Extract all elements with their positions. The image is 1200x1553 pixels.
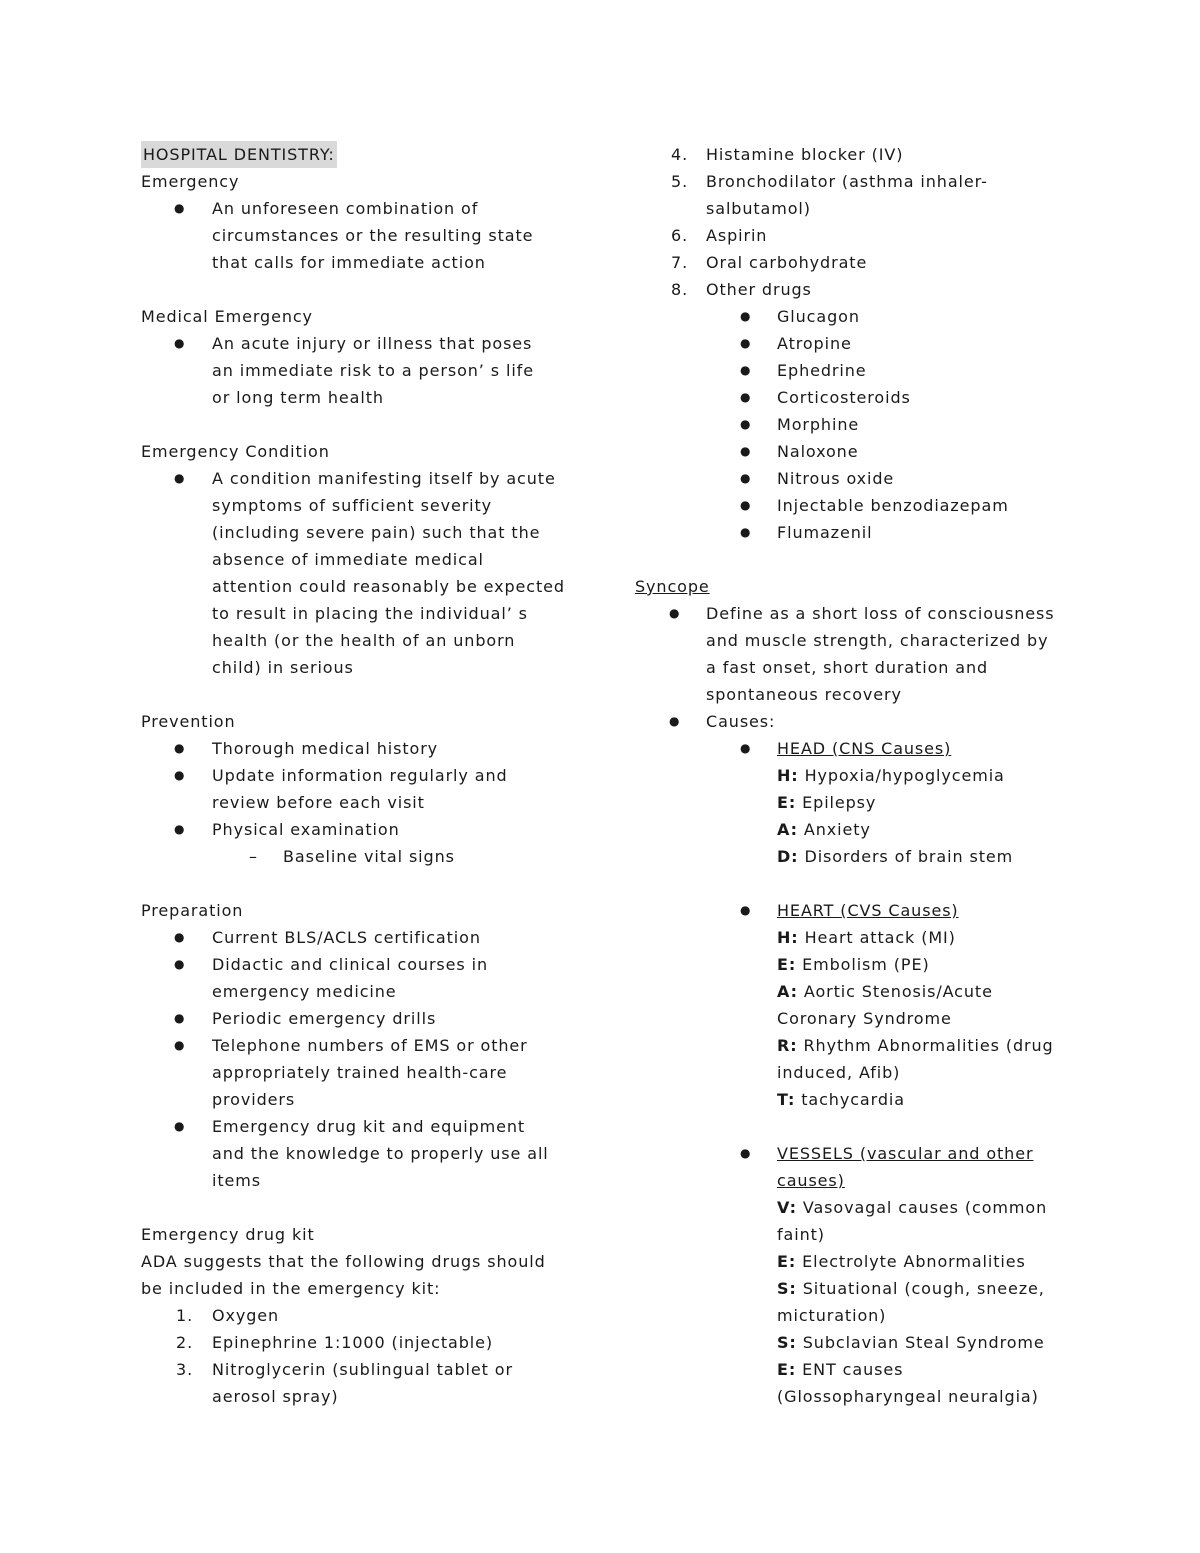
- emergency-condition-heading: Emergency Condition: [141, 442, 330, 461]
- medical-emergency-heading: Medical Emergency: [141, 307, 313, 326]
- mnemonic-letter: A:: [777, 982, 798, 1001]
- drug-kit-item: [635, 249, 1085, 276]
- mnemonic-letter: E:: [777, 1360, 797, 1379]
- item-number: 8.: [671, 280, 689, 299]
- head-cause-line: [635, 762, 1085, 789]
- cause-text: Embolism (PE): [796, 955, 930, 974]
- drug-kit-item: [141, 1302, 581, 1329]
- mnemonic-letter: R:: [777, 1036, 798, 1055]
- other-drug-item: ● Nitrous oxide: [635, 465, 1085, 492]
- cause-text: Subclavian Steal Syndrome: [796, 1333, 1045, 1352]
- item-text: Histamine blocker (IV): [706, 145, 904, 164]
- item-number: 3.: [176, 1360, 194, 1379]
- mnemonic-letter: H:: [777, 928, 799, 947]
- item-number: 5.: [671, 172, 689, 191]
- vessels-cause-line: [635, 1356, 1085, 1383]
- cause-text: Electrolyte Abnormalities: [796, 1252, 1026, 1271]
- heart-cause-line: [635, 1032, 1085, 1059]
- emergency-condition-definition-line: absence of immediate medical: [212, 550, 484, 569]
- cause-text: Aortic Stenosis/Acute: [797, 982, 993, 1001]
- item-number: 1.: [176, 1306, 194, 1325]
- cause-text: tachycardia: [795, 1090, 905, 1109]
- preparation-item: ● Periodic emergency drills: [141, 1005, 581, 1032]
- item-number: 2.: [176, 1333, 194, 1352]
- vessels-causes-title: causes): [777, 1171, 845, 1190]
- syncope-heading: Syncope: [635, 577, 710, 596]
- title-line: [141, 141, 581, 168]
- vessels-causes-title-line: [635, 1140, 1085, 1167]
- right-column: [635, 141, 1085, 1410]
- cause-text: Situational (cough, sneeze,: [796, 1279, 1045, 1298]
- medical-emergency-definition-line: or long term health: [212, 388, 384, 407]
- head-cause-line: [635, 789, 1085, 816]
- mnemonic-letter: H:: [777, 766, 799, 785]
- preparation-item-continued: providers: [212, 1090, 296, 1109]
- other-drug-item: ● Glucagon: [635, 303, 1085, 330]
- causes-label: ● Causes:: [635, 708, 1085, 735]
- vessels-cause-line: [635, 1248, 1085, 1275]
- preparation-heading: Preparation: [141, 901, 244, 920]
- item-number: 7.: [671, 253, 689, 272]
- heart-cause-line: [635, 924, 1085, 951]
- other-drug-item: ● Atropine: [635, 330, 1085, 357]
- heart-cause-line: [635, 1005, 1085, 1032]
- vessels-cause-line: [635, 1275, 1085, 1302]
- emergency-condition-definition-line: to result in placing the individual’ s: [212, 604, 528, 623]
- mnemonic-letter: T:: [777, 1090, 796, 1109]
- emergency-definition-line: circumstances or the resulting state: [212, 226, 534, 245]
- prevention-item: ● Physical examination: [141, 816, 581, 843]
- drug-kit-item: [635, 168, 1085, 195]
- medical-emergency-definition-line: ● An acute injury or illness that poses: [141, 330, 581, 357]
- other-drug-item: ● Injectable benzodiazepam: [635, 492, 1085, 519]
- emergency-condition-definition-line: symptoms of sufficient severity: [212, 496, 493, 515]
- preparation-item: ● Current BLS/ACLS certification: [141, 924, 581, 951]
- syncope-definition-line: spontaneous recovery: [706, 685, 902, 704]
- item-text: Oxygen: [212, 1306, 280, 1325]
- vessels-causes-title-line: [635, 1167, 1085, 1194]
- drug-kit-item: [635, 141, 1085, 168]
- head-causes-title-line: [635, 735, 1085, 762]
- prevention-subitem: – Baseline vital signs: [141, 843, 581, 870]
- left-column: [141, 141, 581, 1410]
- drug-kit-item-continued: aerosol spray): [212, 1387, 339, 1406]
- preparation-item-continued: appropriately trained health-care: [212, 1063, 508, 1082]
- preparation-item: ● Didactic and clinical courses in: [141, 951, 581, 978]
- drug-kit-intro: be included in the emergency kit:: [141, 1279, 441, 1298]
- mnemonic-letter: S:: [777, 1333, 797, 1352]
- syncope-heading-line: [635, 573, 1085, 600]
- drug-kit-item: [141, 1329, 581, 1356]
- cause-text: induced, Afib): [777, 1063, 901, 1082]
- other-drug-item: ● Flumazenil: [635, 519, 1085, 546]
- heart-causes-title: HEART (CVS Causes): [777, 901, 959, 920]
- spacer: [141, 681, 581, 708]
- emergency-heading: Emergency: [141, 172, 240, 191]
- cause-text: ENT causes: [796, 1360, 904, 1379]
- syncope-definition-line: a fast onset, short duration and: [706, 658, 989, 677]
- mnemonic-letter: D:: [777, 847, 799, 866]
- cause-text: (Glossopharyngeal neuralgia): [777, 1387, 1039, 1406]
- emergency-condition-definition-line: ● A condition manifesting itself by acute: [141, 465, 581, 492]
- cause-text: Epilepsy: [796, 793, 877, 812]
- emergency-condition-definition-line: attention could reasonably be expected: [212, 577, 565, 596]
- spacer: [635, 1113, 1085, 1140]
- heart-cause-line: [635, 951, 1085, 978]
- spacer: [141, 870, 581, 897]
- item-text: Oral carbohydrate: [706, 253, 868, 272]
- cause-text: Rhythm Abnormalities (drug: [797, 1036, 1054, 1055]
- spacer: [141, 276, 581, 303]
- cause-text: Disorders of brain stem: [798, 847, 1014, 866]
- drug-kit-item: [141, 1356, 581, 1383]
- page-title: HOSPITAL DENTISTRY:: [141, 141, 337, 168]
- cause-text: Coronary Syndrome: [777, 1009, 952, 1028]
- other-drug-item: ● Naloxone: [635, 438, 1085, 465]
- cause-text: Heart attack (MI): [798, 928, 956, 947]
- head-cause-line: [635, 816, 1085, 843]
- prevention-item-continued: review before each visit: [212, 793, 425, 812]
- heart-cause-line: [635, 1086, 1085, 1113]
- cause-text: Anxiety: [797, 820, 871, 839]
- head-causes-title: HEAD (CNS Causes): [777, 739, 952, 758]
- mnemonic-letter: A:: [777, 820, 798, 839]
- prevention-item: ● Update information regularly and: [141, 762, 581, 789]
- spacer: [141, 1194, 581, 1221]
- medical-emergency-definition-line: an immediate risk to a person’ s life: [212, 361, 534, 380]
- mnemonic-letter: V:: [777, 1198, 797, 1217]
- item-number: 6.: [671, 226, 689, 245]
- other-drug-item: ● Morphine: [635, 411, 1085, 438]
- mnemonic-letter: E:: [777, 793, 797, 812]
- preparation-item: ● Telephone numbers of EMS or other: [141, 1032, 581, 1059]
- drug-kit-intro: ADA suggests that the following drugs should: [141, 1252, 546, 1271]
- prevention-heading: Prevention: [141, 712, 236, 731]
- vessels-cause-line: [635, 1383, 1085, 1410]
- item-text: Bronchodilator (asthma inhaler-: [706, 172, 988, 191]
- item-text: Aspirin: [706, 226, 768, 245]
- vessels-cause-line: [635, 1221, 1085, 1248]
- spacer: [635, 546, 1085, 573]
- mnemonic-letter: S:: [777, 1279, 797, 1298]
- cause-text: Vasovagal causes (common: [796, 1198, 1048, 1217]
- emergency-definition-line: that calls for immediate action: [212, 253, 486, 272]
- item-text: Other drugs: [706, 280, 812, 299]
- cause-text: Hypoxia/hypoglycemia: [798, 766, 1005, 785]
- item-number: 4.: [671, 145, 689, 164]
- vessels-cause-line: [635, 1194, 1085, 1221]
- heart-cause-line: [635, 978, 1085, 1005]
- prevention-item: ● Thorough medical history: [141, 735, 581, 762]
- vessels-cause-line: [635, 1302, 1085, 1329]
- heart-causes-title-line: [635, 897, 1085, 924]
- head-cause-line: [635, 843, 1085, 870]
- emergency-condition-definition-line: (including severe pain) such that the: [212, 523, 541, 542]
- spacer: [635, 870, 1085, 897]
- heart-cause-line: [635, 1059, 1085, 1086]
- cause-text: faint): [777, 1225, 825, 1244]
- preparation-item: ● Emergency drug kit and equipment: [141, 1113, 581, 1140]
- mnemonic-letter: E:: [777, 955, 797, 974]
- other-drug-item: ● Ephedrine: [635, 357, 1085, 384]
- drug-kit-item-continued: salbutamol): [706, 199, 811, 218]
- mnemonic-letter: E:: [777, 1252, 797, 1271]
- preparation-item-continued: emergency medicine: [212, 982, 397, 1001]
- preparation-item-continued: items: [212, 1171, 261, 1190]
- cause-text: micturation): [777, 1306, 887, 1325]
- other-drug-item: ● Corticosteroids: [635, 384, 1085, 411]
- emergency-condition-definition-line: health (or the health of an unborn: [212, 631, 516, 650]
- syncope-definition-line: ● Define as a short loss of consciousness: [635, 600, 1085, 627]
- emergency-definition-line: ● An unforeseen combination of: [141, 195, 581, 222]
- emergency-condition-definition-line: child) in serious: [212, 658, 354, 677]
- drug-kit-item: [635, 276, 1085, 303]
- item-text: Nitroglycerin (sublingual tablet or: [212, 1360, 513, 1379]
- spacer: [141, 411, 581, 438]
- syncope-definition-line: and muscle strength, characterized by: [706, 631, 1049, 650]
- vessels-cause-line: [635, 1329, 1085, 1356]
- preparation-item-continued: and the knowledge to properly use all: [212, 1144, 549, 1163]
- drug-kit-heading: Emergency drug kit: [141, 1225, 315, 1244]
- item-text: Epinephrine 1:1000 (injectable): [212, 1333, 494, 1352]
- vessels-causes-title: VESSELS (vascular and other: [777, 1144, 1034, 1163]
- drug-kit-item: [635, 222, 1085, 249]
